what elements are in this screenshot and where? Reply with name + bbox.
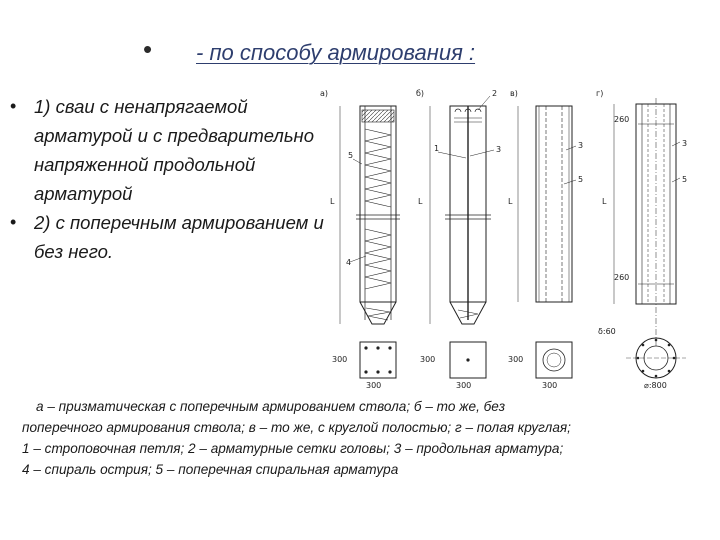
dim-section-b-depth: 300 [456, 381, 472, 390]
length-label-a: L [330, 197, 335, 206]
bullet-marker: • [10, 96, 17, 116]
callout-3-b: 3 [496, 145, 502, 154]
cross-section-c [508, 342, 572, 390]
dim-pipe-wall: δ:60 [598, 327, 616, 336]
panel-label-a: а) [320, 89, 329, 98]
title-row [0, 34, 720, 74]
panel-label-d: г) [596, 89, 604, 98]
callout-4-a: 4 [346, 258, 352, 267]
bullet-text: 2) с поперечным армированием и без него. [34, 212, 324, 262]
bullet-marker: • [10, 212, 17, 232]
dim-pipe-diameter: ⌀:800 [644, 381, 667, 390]
cross-section-b [420, 342, 486, 390]
caption-line-2: поперечного армирования ствола; в – то же, с круглой полостью; г – полая круглая; [22, 420, 571, 435]
dim-pipe-top: 260 [614, 115, 630, 124]
callout-3-c: 3 [578, 141, 584, 150]
bullet-item-2 [10, 208, 325, 266]
cross-section-d [598, 327, 686, 390]
length-label-b: L [418, 197, 423, 206]
callout-2-b: 2 [492, 89, 498, 98]
panel-label-b: б) [416, 89, 425, 98]
dim-section-a-width: 300 [332, 355, 348, 364]
dim-pipe-bottom: 260 [614, 273, 630, 282]
bullet-item-1 [10, 92, 325, 208]
cross-section-a [332, 342, 396, 390]
callout-1-b: 1 [434, 144, 440, 153]
callout-3-d: 3 [682, 139, 688, 148]
pile-reinforcement-drawing [318, 84, 718, 394]
length-label-d: L [602, 197, 607, 206]
callout-5-a: 5 [348, 151, 354, 160]
slide-title: - по способу армирования : [196, 40, 476, 65]
pile-elevation-b [416, 89, 501, 324]
callout-5-d: 5 [682, 175, 688, 184]
bullet-list [10, 92, 325, 266]
dim-section-a-depth: 300 [366, 381, 382, 390]
dim-section-c-depth: 300 [542, 381, 558, 390]
figure-caption [22, 396, 712, 480]
bullet-text: 1) сваи с ненапрягаемой арматурой и с предварительно напряженной продольной арматурой [34, 96, 315, 204]
caption-line-3: 1 – строповочная петля; 2 – арматурные сетки головы; 3 – продольная арматура; [22, 441, 564, 456]
pile-elevation-a [320, 89, 400, 324]
panel-label-c: в) [510, 89, 518, 98]
pile-elevation-d [596, 89, 687, 346]
length-label-c: L [508, 197, 513, 206]
caption-line-4: 4 – спираль острия; 5 – поперечная спиральная арматура [22, 462, 399, 477]
callout-5-c: 5 [578, 175, 584, 184]
caption-line-1: а – призматическая с поперечным армированием ствола; б – то же, без [36, 399, 506, 414]
dim-section-b-width: 300 [420, 355, 436, 364]
dim-section-c-width: 300 [508, 355, 524, 364]
title-bullet: • [143, 34, 153, 64]
pile-elevation-c [508, 89, 583, 302]
